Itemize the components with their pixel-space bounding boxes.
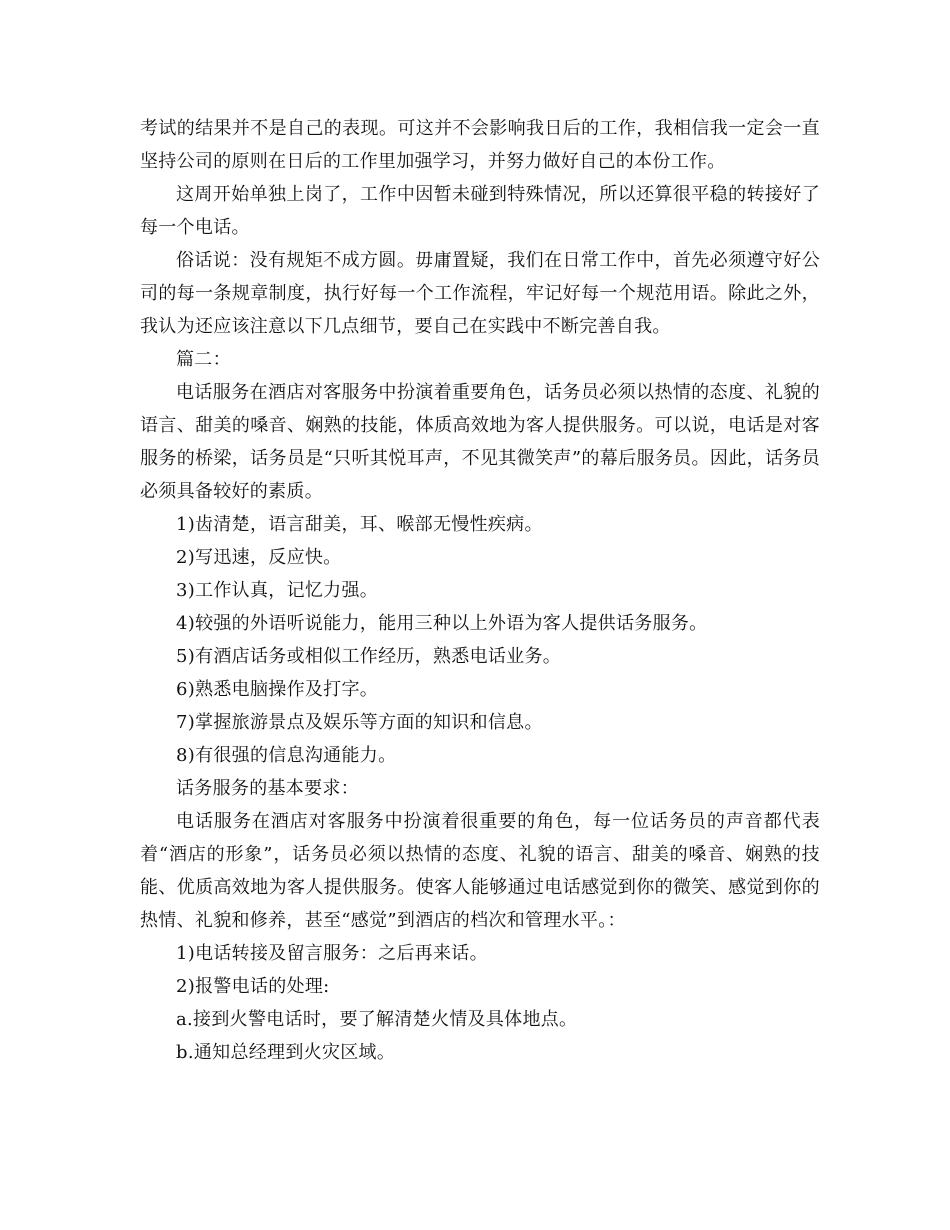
list-item: 1)电话转接及留言服务：之后再来话。 [176, 943, 488, 964]
list-item: 2)报警电话的处理: [176, 976, 330, 997]
paragraph: 电话服务在酒店对客服务中扮演着很重要的角色，每一位话务员的声音都代表着“酒店的形象”，话务员必须以热情的态度、礼貌的语言、甜美的嗓音、娴熟的技能、优质高效地为客人提供服务。使客人能够通过电话感觉到你的微笑、感觉到你的热情、礼貌和修养，甚至“感觉”到酒店的档次和管理水平。： [140, 811, 820, 931]
list-item: 8)有很强的信息沟通能力。 [176, 745, 397, 766]
paragraph: 俗话说：没有规矩不成方圆。毋庸置疑，我们在日常工作中，首先必须遵守好公司的每一条规章制度，执行好每一个工作流程，牢记好每一个规范用语。除此之外，我认为还应该注意以下几点细节，要自己在实践中不断完善自我。 [140, 250, 820, 337]
paragraph: 电话服务在酒店对客服务中扮演着重要角色，话务员必须以热情的态度、礼貌的语言、甜美的嗓音、娴熟的技能，体质高效地为客人提供服务。可以说，电话是对客服务的桥梁，话务员是“只听其悦耳声，不见其微笑声”的幕后服务员。因此，话务员必须具备较好的素质。 [140, 382, 820, 502]
list-item: 7)掌握旅游景点及娱乐等方面的知识和信息。 [176, 712, 543, 733]
document-page [140, 112, 820, 1069]
section-heading: 篇二： [176, 349, 231, 370]
list-item: 3)工作认真，记忆力强。 [176, 580, 379, 601]
list-item: 1)齿清楚，语言甜美，耳、喉部无慢性疾病。 [176, 514, 543, 535]
section-heading: 话务服务的基本要求： [176, 778, 359, 799]
list-item: b.通知总经理到火灾区域。 [176, 1042, 396, 1063]
list-item: 2)写迅速，反应快。 [176, 547, 342, 568]
paragraph: 这周开始单独上岗了，工作中因暂未碰到特殊情况，所以还算很平稳的转接好了每一个电话。 [140, 184, 820, 238]
list-item: 4)较强的外语听说能力，能用三种以上外语为客人提供话务服务。 [176, 613, 708, 634]
list-item: 5)有酒店话务或相似工作经历，熟悉电话业务。 [176, 646, 562, 667]
paragraph-continuation: 考试的结果并不是自己的表现。可这并不会影响我日后的工作，我相信我一定会一直坚持公司的原则在日后的工作里加强学习，并努力做好自己的本份工作。 [140, 118, 820, 172]
list-item: 6)熟悉电脑操作及打字。 [176, 679, 379, 700]
list-item: a.接到火警电话时，要了解清楚火情及具体地点。 [176, 1009, 578, 1030]
